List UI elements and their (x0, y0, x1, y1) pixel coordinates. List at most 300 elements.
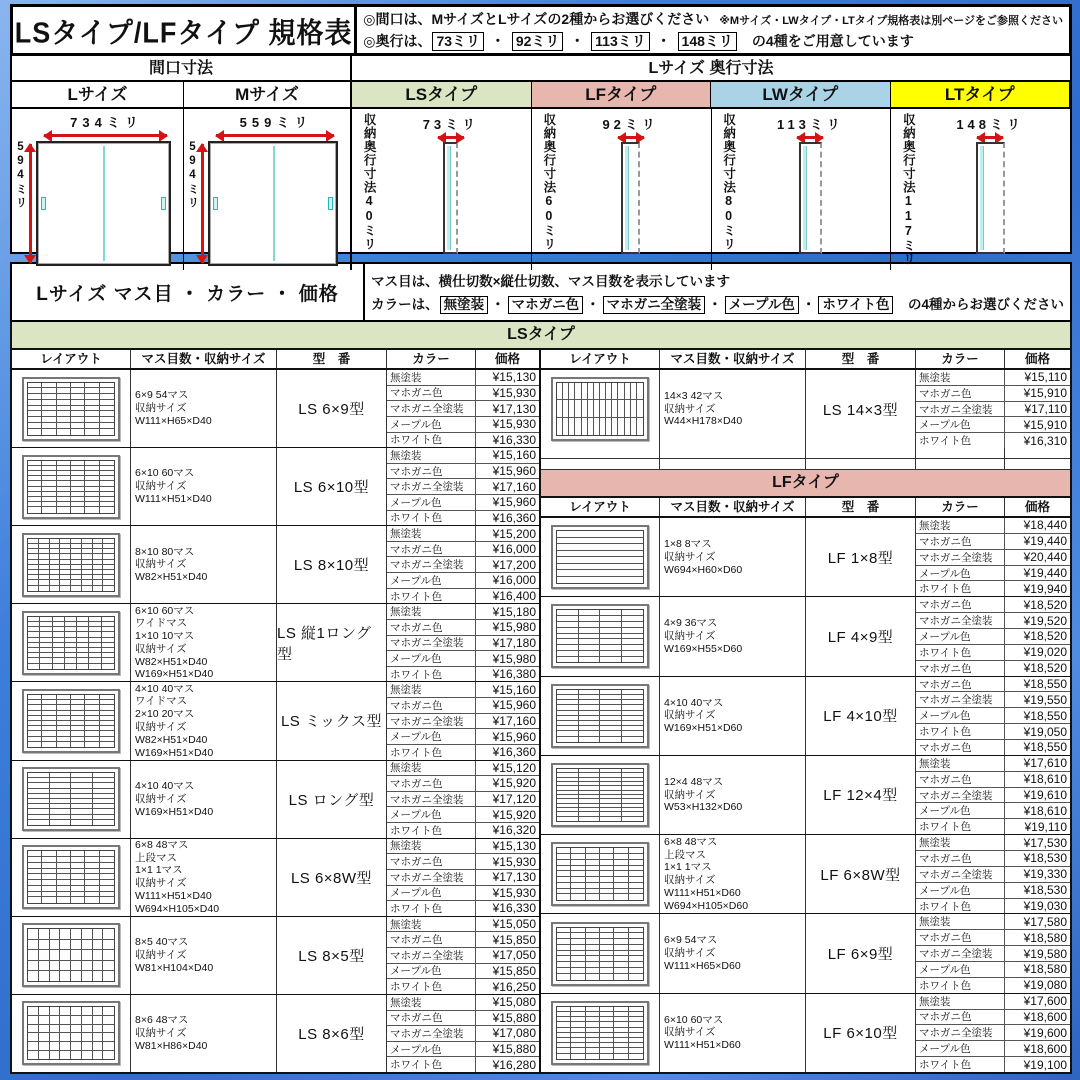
column-header-price: 価格 (475, 350, 539, 368)
spec-line: W44×H178×D40 (664, 415, 743, 428)
grid-cell (82, 929, 93, 939)
price-row (387, 682, 539, 698)
grid-cell (557, 817, 579, 821)
grid-cell (39, 929, 50, 939)
price-value: ¥15,920 (475, 807, 539, 822)
price-value: ¥17,600 (1004, 994, 1070, 1009)
depth-drawing (443, 142, 458, 254)
color-name: 無塗装 (919, 757, 951, 770)
layout-grid (556, 530, 644, 584)
grid-cell (60, 929, 71, 939)
spec-cell (659, 994, 805, 1072)
spec-cell (130, 448, 276, 525)
height-arrow (198, 141, 208, 266)
grid-cell (571, 974, 585, 980)
price-list (915, 756, 1070, 834)
spec-cell (130, 604, 276, 681)
grid-cell (50, 940, 61, 950)
spec-cell (659, 518, 805, 596)
color-name: マホガニ色 (390, 465, 443, 478)
grid-cell (71, 429, 85, 435)
grid-cell (614, 1054, 628, 1059)
spec-line: 収納サイズ (135, 642, 187, 655)
grid-cell (71, 950, 82, 960)
price-row (916, 677, 1070, 693)
layout-grid (556, 847, 644, 901)
price-row (387, 542, 539, 558)
price-row (916, 629, 1070, 645)
grid-cell (85, 742, 99, 747)
color-name: 無塗装 (919, 837, 951, 850)
spec-cell (130, 370, 276, 447)
price-row (387, 589, 539, 604)
grid-cell (71, 940, 82, 950)
price-row (387, 1011, 539, 1027)
price-value: ¥15,930 (475, 417, 539, 432)
model-cell: LF 12×4型 (805, 756, 915, 834)
layout-grid (27, 382, 115, 436)
price-row (387, 479, 539, 495)
spec-line: 収納サイズ (135, 1027, 187, 1040)
grid-cell (89, 664, 101, 669)
spec-line: W169×H51×D40 (135, 805, 214, 818)
color-name: ホワイト色 (919, 900, 972, 913)
grid-cell (50, 961, 61, 971)
price-list (915, 835, 1070, 913)
boxed-option: 92ミリ (512, 32, 564, 52)
spec-line: 6×8 48マス (135, 838, 189, 851)
grid-cell (579, 737, 601, 742)
color-name: マホガニ全塗装 (919, 1027, 993, 1040)
price-row (916, 740, 1070, 755)
title-cell (13, 7, 357, 53)
empty-cell (541, 448, 659, 458)
price-value: ¥19,330 (1004, 867, 1070, 882)
option-separator: ・ (652, 32, 675, 49)
type-lw-diagram (712, 109, 892, 270)
price-value: ¥15,960 (475, 698, 539, 713)
grid-cell (85, 507, 99, 512)
layout-cell (12, 526, 130, 603)
spec-line: 収納サイズ (664, 874, 716, 887)
color-name: マホガニ色 (919, 535, 972, 548)
spec-line: 12×4 48マス (664, 775, 724, 788)
layout-thumbnail (22, 377, 120, 441)
column-header-group (915, 498, 1070, 516)
color-name: マホガニ色 (390, 934, 443, 947)
layout-cell (541, 835, 659, 913)
price-row (916, 581, 1070, 596)
color-name: ホワイト色 (390, 668, 443, 681)
price-row (916, 883, 1070, 899)
price-value: ¥16,310 (1004, 433, 1070, 448)
price-value: ¥17,580 (1004, 914, 1070, 929)
table-row (12, 370, 539, 448)
dimensions-subheaders (12, 82, 1070, 109)
boxed-option: マホガニ全塗装 (603, 296, 706, 315)
price-row (387, 932, 539, 948)
grid-cell (82, 586, 93, 591)
width-arrow (42, 131, 169, 139)
layout-cell (12, 995, 130, 1072)
grid-cell (103, 1033, 114, 1042)
price-row (916, 962, 1070, 978)
grid-cell (60, 1016, 71, 1025)
color-name: マホガニ色 (919, 678, 972, 691)
price-row (387, 995, 539, 1011)
color-name: メープル色 (919, 710, 971, 723)
color-name: マホガニ全塗装 (919, 694, 993, 707)
color-name: ホワイト色 (919, 979, 972, 992)
price-row (916, 386, 1070, 402)
note1-sub-text: ※Mサイズ・LWタイプ・LTタイプ規格表は別ページをご参照ください (719, 14, 1063, 27)
height-arrow (26, 141, 36, 266)
spec-cell (659, 914, 805, 992)
spec-line: 上段マス (135, 851, 177, 864)
spec-line: 1×10 10マス (135, 630, 195, 643)
spec-line: 6×10 60マス (664, 1013, 724, 1026)
grid-cell (93, 1025, 104, 1034)
color-name: マホガニ全塗装 (390, 403, 464, 416)
cabinet-figure-m (186, 112, 344, 266)
price-row (387, 776, 539, 792)
layout-cell (12, 917, 130, 994)
column-header-price: 価格 (1004, 498, 1070, 516)
column-header-color: カラー (941, 352, 979, 366)
grid-cell (93, 1016, 104, 1025)
grid-cell (28, 1016, 39, 1025)
price-row (387, 839, 539, 855)
table-header-row (541, 498, 1070, 518)
price-value: ¥15,850 (475, 964, 539, 979)
spec-line: W169×H51×D60 (664, 722, 743, 735)
table-row (541, 994, 1070, 1072)
spec-line: W111×H65×D40 (135, 414, 212, 427)
spec-line: W694×H105×D60 (664, 899, 749, 912)
grid-cell (50, 1033, 61, 1042)
color-name: マホガニ色 (390, 387, 443, 400)
column-header-layout: レイアウト (569, 500, 631, 514)
layout-grid (27, 694, 115, 748)
column-header-layout: レイアウト (569, 352, 631, 366)
spec-line: 6×8 48マス (664, 835, 718, 848)
color-name: ホワイト色 (390, 434, 443, 447)
empty-cell (659, 448, 805, 458)
price-value: ¥15,980 (475, 651, 539, 666)
column-header-model: 型 番 (276, 350, 386, 368)
layout-grid (27, 928, 115, 982)
grid-cell (71, 1016, 82, 1025)
price-value: ¥16,320 (475, 823, 539, 838)
grid-cell (60, 586, 71, 591)
spec-line: 収納サイズ (135, 721, 187, 733)
price-row (387, 729, 539, 745)
price-row (387, 511, 539, 526)
boxed-option: 148ミリ (678, 32, 737, 52)
column-header-color: カラー (412, 352, 450, 366)
spec-cell (130, 526, 276, 603)
empty-cell-group (915, 448, 1070, 458)
price-row (387, 698, 539, 714)
price-value: ¥17,130 (475, 401, 539, 416)
spec-line: W82×H51×D40 (135, 655, 208, 668)
grid-cell (102, 664, 114, 669)
grid-cell (85, 897, 99, 903)
grid-cell (82, 1025, 93, 1034)
price-list (386, 604, 539, 681)
color-name: ホワイト色 (390, 824, 443, 837)
table-row (541, 677, 1070, 756)
spec-line: W111×H51×D40 (135, 493, 212, 506)
price-row (916, 1010, 1070, 1026)
price-list (915, 914, 1070, 992)
layout-grid (556, 382, 644, 436)
price-value: ¥16,360 (475, 745, 539, 760)
layout-grid (27, 460, 115, 514)
okuyuki-header: Lサイズ 奥行寸法 (352, 56, 1070, 82)
spec-cell (659, 835, 805, 913)
model-cell: LS 6×9型 (276, 370, 386, 447)
width-dimension-label: 559ミリ (239, 115, 313, 130)
depth-options (431, 33, 737, 49)
layout-cell (541, 914, 659, 992)
color-name: ホワイト色 (390, 902, 443, 915)
grid-cell (103, 971, 114, 981)
price-row (916, 417, 1070, 433)
color-name: ホワイト色 (390, 590, 443, 603)
price-list (386, 917, 539, 994)
price-value: ¥19,580 (1004, 946, 1070, 961)
price-row (387, 1026, 539, 1042)
price-row (916, 867, 1070, 883)
spec-line: 収納サイズ (664, 402, 716, 415)
grid-cell (28, 1042, 39, 1051)
color-name: マホガニ全塗装 (390, 1027, 464, 1040)
color-name: マホガニ色 (919, 662, 972, 675)
grid-cell (50, 950, 61, 960)
grid-cell (100, 897, 114, 903)
spec-line: 4×10 40マス (664, 696, 724, 709)
model-cell: LS 8×5型 (276, 917, 386, 994)
price-row (387, 433, 539, 448)
color-name: メープル色 (390, 1043, 442, 1056)
note2-prefix: ◎奥行は、 (363, 32, 432, 49)
price-value: ¥15,880 (475, 1011, 539, 1026)
grid-cell (42, 897, 56, 903)
color-name: 無塗装 (390, 996, 422, 1009)
grid-cell (71, 507, 85, 512)
layout-thumbnail (551, 604, 649, 668)
grid-cell (50, 820, 72, 825)
price-title-cell (12, 264, 365, 320)
depth-arrow (438, 133, 464, 141)
size-m-diagram (184, 109, 352, 270)
grid-cell (82, 1033, 93, 1042)
spec-line: 6×10 60マス (135, 604, 195, 617)
layout-grid (556, 1006, 644, 1060)
price-row (916, 692, 1070, 708)
model-cell: LF 6×9型 (805, 914, 915, 992)
price-row (916, 661, 1070, 676)
price-value: ¥18,580 (1004, 962, 1070, 977)
price-value: ¥15,960 (475, 495, 539, 510)
grid-cell (53, 664, 65, 669)
spec-line: 8×6 48マス (135, 1014, 189, 1027)
grid-cell (82, 940, 93, 950)
color-name: マホガニ色 (390, 621, 443, 634)
layout-cell (12, 682, 130, 759)
color-name: マホガニ全塗装 (390, 715, 464, 728)
layout-cell (541, 677, 659, 755)
grid-cell (637, 400, 643, 417)
spec-line: 6×9 54マス (664, 934, 718, 947)
model-cell: LS 6×8W型 (276, 839, 386, 916)
model-cell: LF 4×10型 (805, 677, 915, 755)
price-value: ¥15,080 (475, 995, 539, 1010)
color-name: 無塗装 (919, 371, 951, 384)
option-separator: ・ (487, 32, 509, 49)
layout-cell (12, 839, 130, 916)
grid-cell (77, 664, 89, 669)
price-row (916, 946, 1070, 962)
price-row (916, 566, 1070, 582)
header-band (10, 4, 1072, 56)
boxed-option: 113ミリ (591, 32, 650, 52)
price-value: ¥15,960 (475, 464, 539, 479)
grid-cell (39, 961, 50, 971)
grid-cell (28, 929, 39, 939)
ls-type-banner: LSタイプ (10, 322, 1072, 348)
spec-line: W169×H51×D40 (135, 746, 214, 759)
price-value: ¥15,200 (475, 526, 539, 541)
grid-cell (622, 737, 644, 742)
color-name: マホガニ色 (919, 932, 972, 945)
color-name: メープル色 (919, 419, 971, 432)
grid-cell (28, 1051, 39, 1060)
price-row (916, 613, 1070, 629)
spec-line: 収納サイズ (664, 947, 716, 960)
grid-cell (60, 961, 71, 971)
price-value: ¥16,360 (475, 511, 539, 526)
price-row (387, 495, 539, 511)
price-row (916, 978, 1070, 993)
price-value: ¥17,050 (475, 948, 539, 963)
empty-cell (659, 459, 805, 469)
table-row (12, 995, 539, 1072)
grid-cell (50, 586, 61, 591)
right-table (541, 350, 1070, 1072)
grid-cell (586, 1054, 600, 1059)
page-title: LSタイプ/LFタイプ 規格表 (14, 16, 353, 49)
color-name: マホガニ全塗装 (919, 948, 993, 961)
layout-cell (541, 994, 659, 1072)
spec-line: 8×10 80マス (135, 545, 195, 558)
table-row (541, 914, 1070, 993)
layout-grid (556, 768, 644, 822)
layout-thumbnail (22, 1001, 120, 1065)
column-header-spec: マス目数・収納サイズ (130, 350, 276, 368)
price-row (916, 851, 1070, 867)
layout-thumbnail (551, 1001, 649, 1065)
table-row (541, 756, 1070, 835)
table-row (541, 370, 1070, 448)
grid-cell (39, 1042, 50, 1051)
grid-cell (60, 950, 71, 960)
spec-line: W694×H105×D40 (135, 902, 220, 915)
depth-drawing (799, 142, 822, 254)
spec-line: W169×H55×D60 (664, 642, 743, 655)
grid-cell (28, 742, 42, 747)
depth-figure (555, 113, 707, 266)
grid-cell (600, 657, 622, 663)
layout-thumbnail (22, 611, 120, 675)
width-arrow (214, 131, 336, 139)
cabinet-figure-l (14, 112, 177, 266)
price-row (916, 1057, 1070, 1072)
price-row (387, 854, 539, 870)
table-row (12, 526, 539, 604)
grid-cell (60, 1033, 71, 1042)
price-row (387, 557, 539, 573)
grid-cell (50, 1007, 61, 1016)
cabinet-drawing (36, 141, 172, 266)
price-row (387, 964, 539, 980)
color-name: 無塗装 (390, 371, 422, 384)
color-name: 無塗装 (390, 918, 422, 931)
color-name: ホワイト色 (390, 746, 443, 759)
spec-line: 2×10 20マス (135, 708, 195, 721)
price-value: ¥18,610 (1004, 772, 1070, 787)
price-row (916, 930, 1070, 946)
table-row (12, 682, 539, 760)
grid-cell (103, 940, 114, 950)
price-row (916, 994, 1070, 1010)
price-row (387, 917, 539, 933)
layout-cell (12, 370, 130, 447)
color-name: 無塗装 (390, 606, 422, 619)
layout-cell (12, 604, 130, 681)
spec-line: W82×H51×D40 (135, 733, 208, 746)
price-value: ¥15,130 (475, 839, 539, 854)
type-lw-header: LWタイプ (711, 82, 891, 109)
model-cell: LS 縦1ロング型 (276, 604, 386, 681)
storage-depth-text: 収納奥行寸法117ミリ (901, 113, 916, 266)
color-options (439, 297, 895, 312)
grid-cell (28, 971, 39, 981)
masume-note: マス目は、横仕切数×縦仕切数、マス目数を表示しています (371, 273, 730, 289)
layout-thumbnail (22, 767, 120, 831)
grid-cell (71, 742, 85, 747)
price-value: ¥15,980 (475, 620, 539, 635)
grid-cell (42, 429, 56, 435)
price-row (387, 948, 539, 964)
layout-thumbnail (22, 923, 120, 987)
dimensions-section (10, 56, 1072, 266)
grid-cell (39, 971, 50, 981)
grid-cell (103, 1007, 114, 1016)
spec-line: W111×H51×D60 (664, 1039, 741, 1052)
price-section-title: Lサイズ マス目 ・ カラー ・ 価格 (36, 283, 339, 305)
price-row (916, 724, 1070, 740)
grid-cell (71, 1025, 82, 1034)
price-row (387, 464, 539, 480)
layout-cell (12, 448, 130, 525)
grid-cell (39, 1051, 50, 1060)
size-l-header: Lサイズ (12, 82, 184, 109)
table-row (12, 917, 539, 995)
price-row (387, 667, 539, 682)
grid-cell (50, 1042, 61, 1051)
